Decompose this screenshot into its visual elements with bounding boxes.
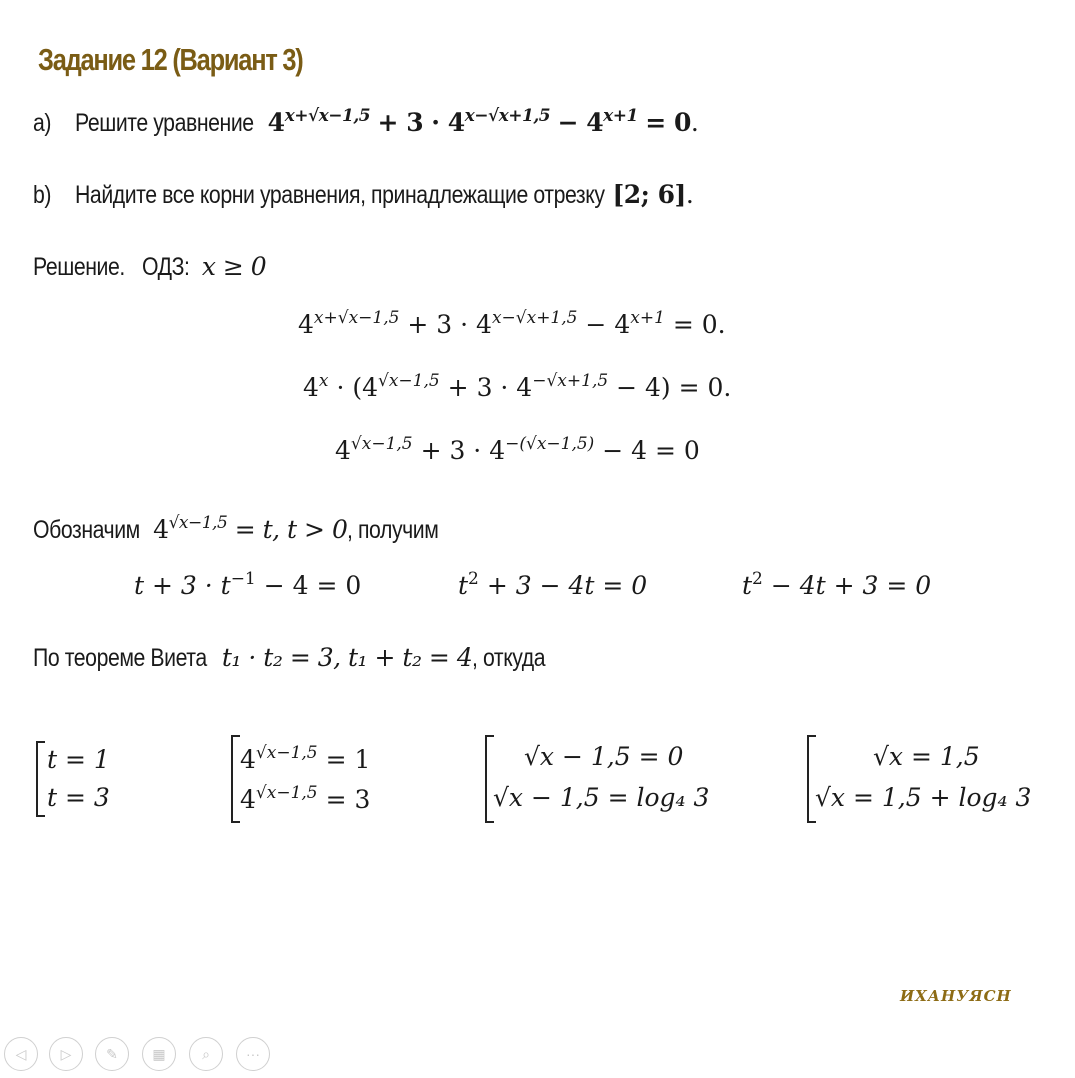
substitution-math: $4^{√x-1,5} = t$, t > 0 (153, 513, 348, 544)
solution-line-3: $4^{√x-1,5} + 3 \cdot 4^{-(√x-1,5)} - 4 = 0$ (335, 434, 700, 465)
system-1-bracket (36, 741, 38, 817)
task-b (33, 180, 693, 210)
solution-header (33, 252, 266, 282)
solution-line-1: $4^{x+√x-1,5} + 3 \cdot 4^{x-√x+1,5} - 4^{x+1} = 0$. (298, 308, 726, 339)
vieta-tail: , откуда (472, 644, 546, 672)
solution-line-2: $4^x \cdot (4^{√x-1,5} + 3 \cdot 4^{-√x+1,5} - 4) = 0$. (303, 371, 732, 402)
t-equation-2: $t^2 + 3 - 4t = 0$ (458, 569, 648, 600)
system-3-row-1: √x − 1,5 = 0 (524, 742, 684, 771)
system-3-row-2: √x − 1,5 = log₄ 3 (493, 783, 710, 812)
t-equation-3: $t^2 - 4t + 3 = 0$ (742, 569, 932, 600)
author-logo: ИХАНУЯСН (900, 987, 1012, 1005)
zoom-icon[interactable]: ⌕ (189, 1037, 223, 1071)
more-icon[interactable]: ··· (236, 1037, 270, 1071)
substitution-text: Обозначим (33, 516, 140, 544)
system-2-bracket (231, 735, 233, 823)
next-icon[interactable]: ▷ (49, 1037, 83, 1071)
vieta-text: По теореме Виета (33, 644, 207, 672)
system-4-row-1: √x = 1,5 (873, 742, 980, 771)
prev-icon[interactable]: ◁ (4, 1037, 38, 1071)
system-2-row-2: $4^{√x-1,5} = 3$ (240, 783, 371, 814)
system-4-row-2: √x = 1,5 + log₄ 3 (815, 783, 1032, 812)
task-a-label: a) (33, 109, 52, 137)
vieta-line (33, 643, 558, 673)
t-equation-1: $t + 3 \cdot t^{-1} - 4 = 0$ (134, 569, 362, 600)
task-b-text: Найдите все корни уравнения, принадлежащие отрезку (75, 181, 605, 209)
substitution (33, 515, 455, 545)
odz-condition: x ≥ 0 (201, 252, 267, 281)
system-2-row-1: $4^{√x-1,5} = 1$ (240, 743, 371, 774)
odz-label: ОДЗ: (141, 253, 190, 281)
system-4-bracket (807, 735, 809, 823)
system-3-bracket (485, 735, 487, 823)
pen-icon[interactable]: ✎ (95, 1037, 129, 1071)
vieta-math: t₁ · t₂ = 3, t₁ + t₂ = 4 (221, 643, 473, 672)
task-a (33, 108, 698, 138)
task-b-interval: [2; 6]. (612, 180, 694, 209)
system-1-row-1: t = 1 (47, 745, 110, 774)
task-a-text: Решите уравнение (75, 109, 254, 137)
task-a-equation: $4^{x+√x-1,5} + 3 \cdot 4^{x-√x+1,5} - 4^{x+1} = 0$. (267, 106, 699, 137)
substitution-tail: , получим (347, 516, 439, 544)
solution-label: Решение. (33, 253, 125, 281)
page-title: Задание 12 (Вариант 3) (38, 42, 303, 77)
grid-icon[interactable]: ▦ (142, 1037, 176, 1071)
task-b-label: b) (33, 181, 52, 209)
system-1-row-2: t = 3 (47, 783, 110, 812)
